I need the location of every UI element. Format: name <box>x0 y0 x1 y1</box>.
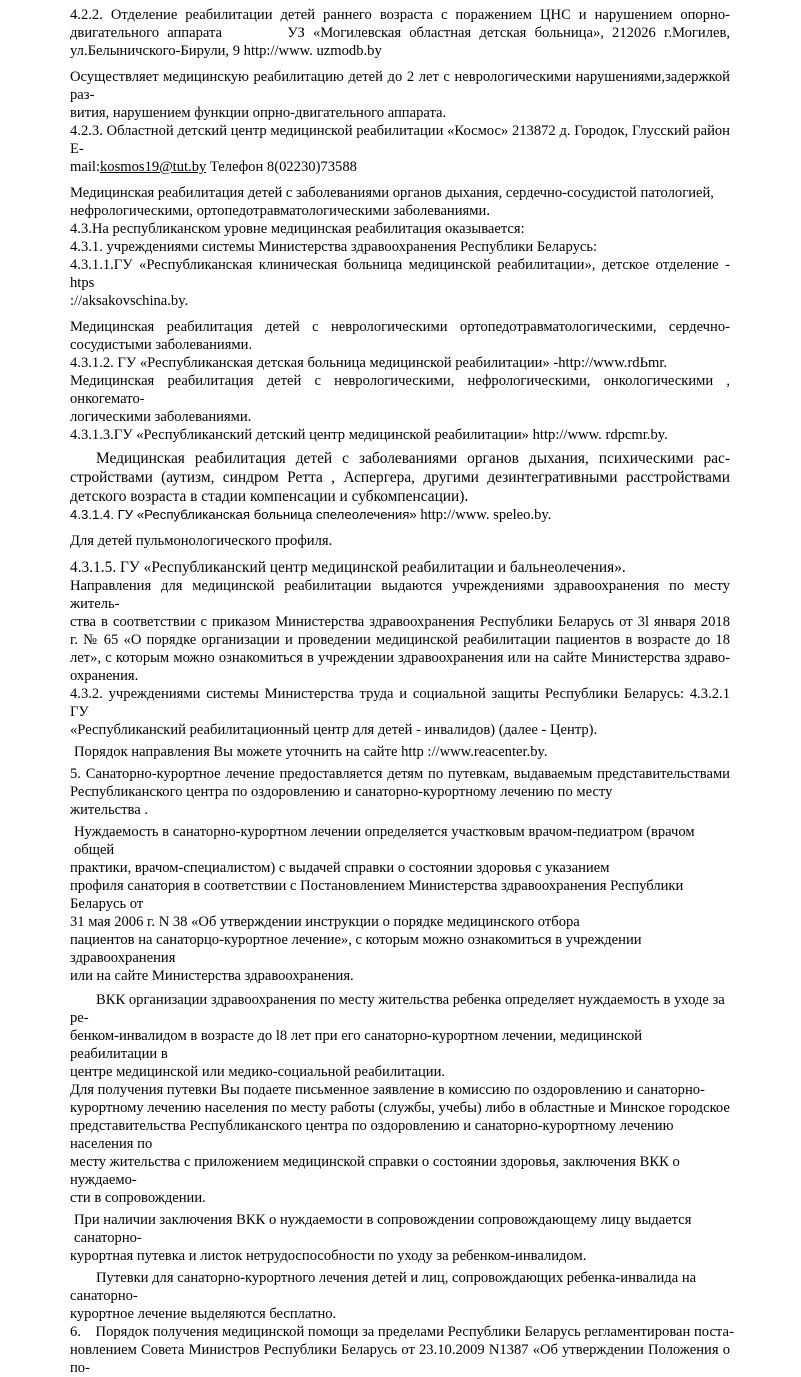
text-line: пациентов на санаторцо-курортное лечение», с которым можно ознакомиться в учреждении здравоохранения <box>70 932 642 966</box>
text-line: Медицинская реабилитация детей с неврологическими ортопедотравматологическими, сердечно- <box>70 319 730 335</box>
paragraph <box>70 1081 730 1207</box>
text-line: сосудистыми заболеваниями. <box>70 337 253 353</box>
text-line: «Республиканский реабилитационный центр для детей - инвалидов) (далее - Центр). <box>70 722 598 738</box>
text-line: практики, врачом-специалистом) с выдачей справки о состоянии здоровья с указанием <box>70 860 610 876</box>
text-line: Путевки для санаторно-курортного лечения детей и лиц, сопровождающих ребенка-инвалида на санаторно- <box>70 1270 697 1304</box>
text-line: жительства . <box>70 802 149 818</box>
paragraph <box>70 577 730 685</box>
text-line: Медицинская реабилитация детей с неврологическими, нефрологическими, онкологическими , онкогемато- <box>70 373 730 407</box>
paragraph <box>70 318 730 354</box>
text-line: Осуществляет медицинскую реабилитацию детей до 2 лет с неврологическими нарушениями,задержкой раз- <box>70 69 730 103</box>
text-line: ул.Белыничского-Бирули, 9 http://www. uzmodb.by <box>70 43 382 59</box>
text-line: 4.3.1.1.ГУ «Республиканская клиническая больница медицинской реабилитации», детское отделение - htps <box>70 257 730 291</box>
paragraph <box>70 991 730 1081</box>
paragraph <box>70 372 730 426</box>
section-5 <box>70 765 730 819</box>
text-line: вития, нарушением функции опрно-двигательного аппарата. <box>70 105 447 121</box>
text-line: Для детей пульмонологического профиля. <box>70 533 333 549</box>
section-6 <box>70 1323 734 1377</box>
text-line: ства в соответствии с приказом Министерства здравоохранения Республики Беларусь от 3l января 2018 <box>70 614 730 630</box>
email-link[interactable]: kosmos19@tut.by <box>100 159 207 175</box>
text-line: Нуждаемость в санаторно-курортном лечении определяется участковым врачом-педиатром (врачом общей <box>74 824 695 858</box>
text-line: 6. Порядок получения медицинской помощи за пределами Республики Беларусь регламентирован поста- <box>70 1324 734 1340</box>
text-fragment: http://www. speleo.by. <box>416 507 552 523</box>
text-line: 4.2.3. Областной детский центр медицинской реабилитации «Космос» 213872 д. Городок, Глусский район Е- <box>70 123 730 157</box>
text-line: бенком-инвалидом в возрасте до l8 лет при его санаторно-курортном лечении, медицинской реабилитации в <box>70 1028 643 1062</box>
paragraph <box>70 184 730 220</box>
text-line: курортная путевка и листок нетрудоспособности по уходу за ребенком-инвалидом. <box>70 1248 587 1264</box>
paragraph <box>70 823 730 985</box>
text-line: лет», с которым можно ознакомиться в учреждении здравоохранения или на сайте Министерства здраво- <box>70 650 730 666</box>
text-line: При наличии заключения ВКК о нуждаемости в сопровождении сопровождающему лицу выдается санаторно- <box>74 1212 692 1246</box>
text-line: логическими заболеваниями. <box>70 409 252 425</box>
text-line: профиля санатория в соответствии с Постановлением Министерства здравоохранения Республики Беларусь от <box>70 878 684 912</box>
section-4-2-3 <box>70 122 730 176</box>
paragraph <box>70 449 730 506</box>
text-line: 5. Санаторно-курортное лечение предоставляется детям по путевкам, выдаваемым представительствами <box>70 766 730 782</box>
text-line: представительства Республиканского центра по оздоровлению и санаторно-курортному лечению населения по <box>70 1118 674 1152</box>
text-fragment: mail: <box>70 159 100 175</box>
text-line: новлением Совета Министров Республики Беларусь от 23.10.2009 N1387 «Об утверждении Положения о по- <box>70 1342 730 1376</box>
text-line: центре медицинской или медико-социальной реабилитации. <box>70 1064 446 1080</box>
text-line: стройствами (аутизм, синдром Ретта , Аспергера, другими дезинтегративными расстройствами <box>70 469 730 486</box>
section-4-3-1-1 <box>70 256 730 310</box>
text-line: охранения. <box>70 668 139 684</box>
text-line: 31 мая 2006 г. N 38 «Об утверждении инструкции о порядке медицинского отбора <box>70 914 580 930</box>
text-line: 4.2.2. Отделение реабилитации детей раннего возраста с поражением ЦНС и нарушением опорно- <box>70 7 730 23</box>
text-line: сти в сопровождении. <box>70 1190 206 1206</box>
text-line: Медицинская реабилитация детей с заболеваниями органов дыхания, психическими рас- <box>96 450 730 467</box>
section-4-3-1-4 <box>70 506 730 524</box>
text-line: детского возраста в стадии компенсации и субкомпенсации). <box>70 488 469 505</box>
paragraph <box>70 1211 730 1265</box>
text-line: или на сайте Министерства здравоохранения. <box>70 968 354 984</box>
section-heading-4-3: 4.3.На республиканском уровне медицинская реабилитация оказывается: <box>70 221 525 237</box>
section-heading-4-3-1: 4.3.1. учреждениями системы Министерства здравоохранения Республики Беларусь: <box>70 239 598 255</box>
text-line: Для получения путевки Вы подаете письменное заявление в комиссию по оздоровлению и санаторно- <box>70 1082 705 1098</box>
paragraph <box>70 68 730 122</box>
text-line: Медицинская реабилитация детей с заболеваниями органов дыхания, сердечно-сосудистой патологией, <box>70 185 714 201</box>
text-line: 4.3.2. учреждениями системы Министерства труда и социальной защиты Республики Беларусь: 4.3.2.1 ГУ <box>70 686 730 720</box>
section-4-2-2 <box>70 6 730 60</box>
text-line: Республиканского центра по оздоровлению и санаторно-курортному лечению по месту <box>70 784 613 800</box>
section-4-3-2 <box>70 685 730 739</box>
text-line: ВКК организации здравоохранения по месту жительства ребенка определяет нуждаемость в уходе за ре- <box>70 992 725 1026</box>
text-fragment: 4.3.1.4. ГУ «Республиканская больница спелеолечения» <box>70 507 417 522</box>
text-line: г. № 65 «О порядке организации и проведении медицинской реабилитации пациентов в возрасте до 18 <box>70 632 730 648</box>
section-4-3-1-3: 4.3.1.3.ГУ «Республиканский детский центр медицинской реабилитации» http://www. rdpcmr.by. <box>70 427 668 443</box>
paragraph <box>70 1269 730 1323</box>
text-line: месту жительства с приложением медицинской справки о состоянии здоровья, заключения ВКК о нуждаемо- <box>70 1154 680 1188</box>
section-4-3-1-5: 4.3.1.5. ГУ «Республиканский центр медицинской реабилитации и бальнеолечения». <box>70 559 626 576</box>
text-line: Порядок направления Вы можете уточнить на сайте http ://www.reacenter.by. <box>74 744 548 760</box>
text-line: Направления для медицинской реабилитации выдаются учреждениями здравоохранения по месту житель- <box>70 578 730 612</box>
text-line: курортному лечению населения по месту работы (службы, учебы) либо в областные и Минское городское <box>70 1100 730 1116</box>
text-line: нефрологическими, ортопедотравматологическими заболеваниями. <box>70 203 490 219</box>
section-4-3-1-2: 4.3.1.2. ГУ «Республиканская детская больница медицинской реабилитации» -http://www.rdЬmr. <box>70 355 668 371</box>
text-line: курортное лечение выделяются бесплатно. <box>70 1306 337 1322</box>
text-fragment: Телефон 8(02230)73588 <box>206 159 357 175</box>
text-line <box>70 158 730 176</box>
text-line: двигательного аппарата УЗ «Могилевская областная детская больница», 212026 г.Могилев, <box>70 25 730 41</box>
document-page <box>70 6 734 1377</box>
text-line: ://aksakovschina.by. <box>70 293 189 309</box>
